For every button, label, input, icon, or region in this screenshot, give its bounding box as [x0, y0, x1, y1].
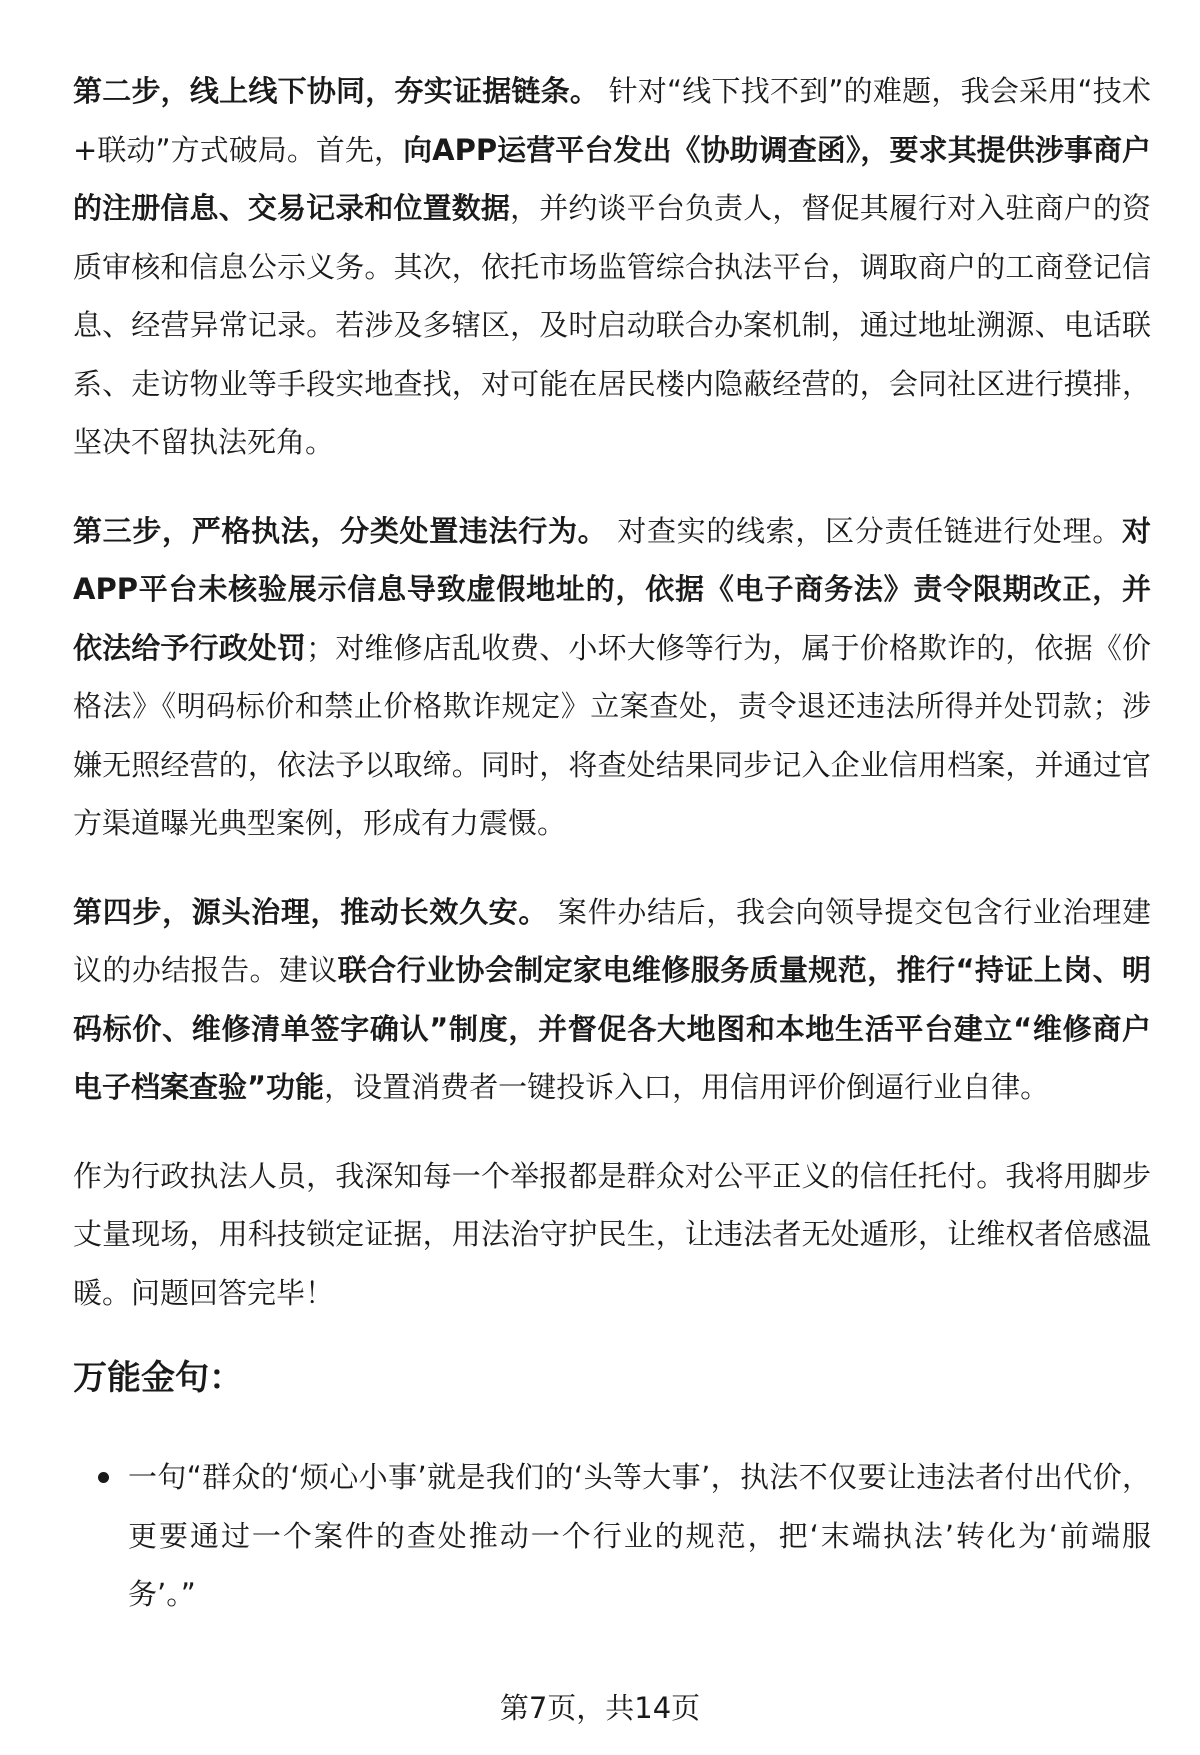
step-four-text-2: ，设置消费者一键投诉入口，用信用评价倒逼行业自律。 [324, 1070, 1050, 1104]
step-two-text-1: 针对“线下找不到”的难题，我会采用“技术+联动”方式破局。首先， [73, 74, 1151, 167]
step-four-heading: 第四步，源头治理，推动长效久安。 [73, 894, 549, 929]
step-three-heading: 第三步，严格执法，分类处置违法行为。 [73, 513, 608, 548]
list-item [73, 1448, 1151, 1624]
paragraph-step-two [73, 62, 1151, 472]
page-number: 第7页，共14页 [499, 1691, 701, 1725]
step-three-emphasis: 对APP平台未核验展示信息导致虚假地址的，依据《电子商务法》责令限期改正，并依法给予行政处罚 [73, 513, 1151, 665]
quote-list [73, 1448, 1151, 1624]
step-two-text-2: ，并约谈平台负责人，督促其履行对入驻商户的资质审核和信息公示义务。其次，依托市场监管综合执法平台，调取商户的工商登记信息、经营异常记录。若涉及多辖区，及时启动联合办案机制，通过地址溯源、电话联系、走访物业等手段实地查找，对可能在居民楼内隐蔽经营的，会同社区进行摸排，坚决不留执法死角。 [73, 191, 1151, 459]
paragraph-closing [73, 1147, 1151, 1323]
bullet-dot-icon [98, 1472, 109, 1483]
step-four-text-1: 案件办结后，我会向领导提交包含行业治理建议的办结报告。建议 [73, 894, 1151, 987]
list-item-text: 一句“群众的‘烦心小事’就是我们的‘头等大事’，执法不仅要让违法者付出代价，更要通过一个案件的查处推动一个行业的规范，把‘末端执法’转化为‘前端服务’。” [128, 1460, 1151, 1611]
step-two-heading: 第二步，线上线下协同，夯实证据链条。 [73, 74, 600, 108]
paragraph-step-three [73, 502, 1151, 853]
step-four-emphasis: 联合行业协会制定家电维修服务质量规范，推行“持证上岗、明码标价、维修清单签字确认”制度，并督促各大地图和本地生活平台建立“维修商户电子档案查验”功能 [73, 953, 1151, 1104]
paragraph-step-four [73, 883, 1151, 1117]
section-title: 万能金句： [73, 1358, 243, 1398]
step-two-emphasis: 向APP运营平台发出《协助调查函》，要求其提供涉事商户的注册信息、交易记录和位置数据 [73, 132, 1151, 225]
step-three-text-2: ；对维修店乱收费、小坏大修等行为，属于价格欺诈的，依据《价格法》《明码标价和禁止价格欺诈规定》立案查处，责令退还违法所得并处罚款；涉嫌无照经营的，依法予以取缔。同时，将查处结果同步记入企业信用档案，并通过官方渠道曝光典型案例，形成有力震慑。 [73, 630, 1151, 840]
document-body [73, 62, 1151, 1624]
closing-text: 作为行政执法人员，我深知每一个举报都是群众对公平正义的信任托付。我将用脚步丈量现场，用科技锁定证据，用法治守护民生，让违法者无处遁形，让维权者倍感温暖。问题回答完毕！ [73, 1158, 1151, 1310]
step-three-text-1: 对查实的线索，区分责任链进行处理。 [607, 513, 1122, 548]
